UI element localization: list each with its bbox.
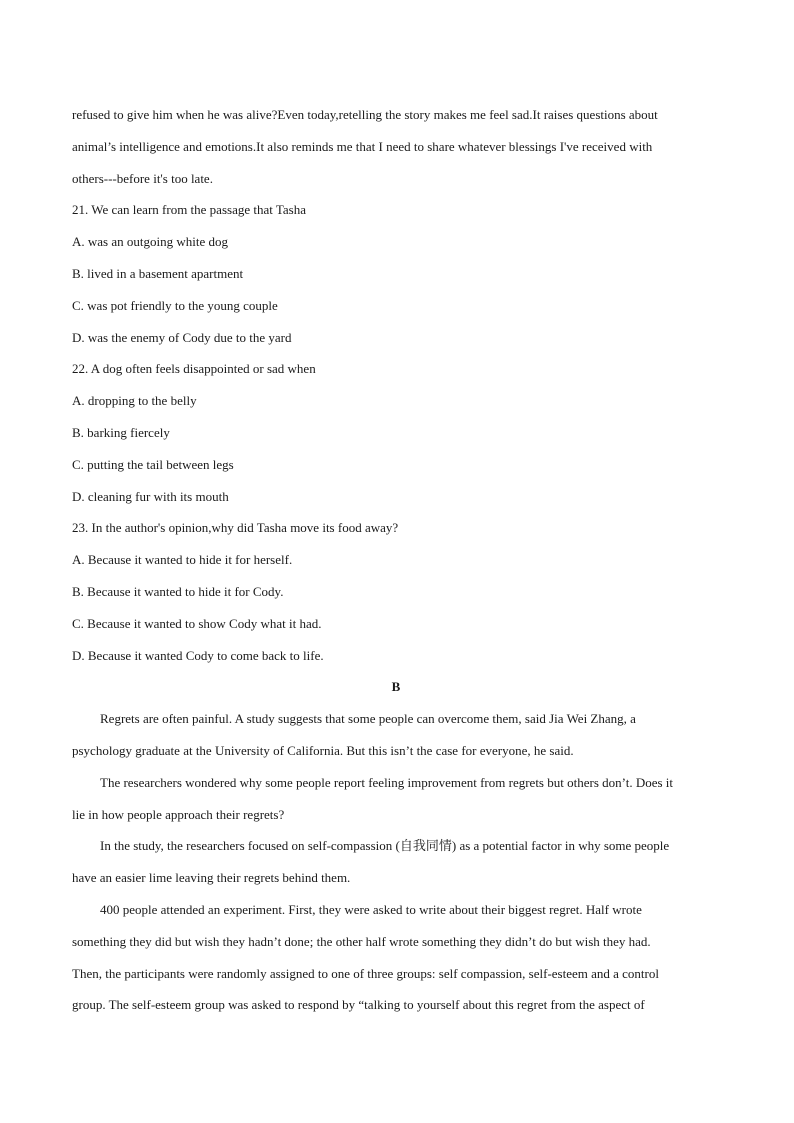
- question-23: [72, 512, 720, 671]
- answer-option: B. lived in a basement apartment: [72, 265, 244, 281]
- page-content: [72, 99, 720, 1021]
- text-line: others---before it's too late.: [72, 170, 213, 186]
- question-stem: 23. In the author's opinion,why did Tasha move its food away?: [72, 520, 399, 536]
- text-line: In the study, the researchers focused on self-compassion (自我同情) as a potential factor in why some people: [100, 838, 670, 854]
- passage-a-ending: [72, 99, 720, 194]
- answer-option: A. Because it wanted to hide it for herself.: [72, 552, 293, 568]
- text-line: animal’s intelligence and emotions.It also reminds me that I need to share whatever blessings I've received with: [72, 138, 653, 154]
- passage-b-paragraph-1: [72, 703, 720, 767]
- question-stem: 21. We can learn from the passage that Tasha: [72, 202, 307, 218]
- text-line: The researchers wondered why some people report feeling improvement from regrets but others don’t. Does it: [100, 774, 674, 790]
- passage-b-paragraph-4: [72, 894, 720, 1021]
- text-line: lie in how people approach their regrets?: [72, 806, 285, 822]
- question-stem: 22. A dog often feels disappointed or sad when: [72, 361, 316, 377]
- text-line: Then, the participants were randomly assigned to one of three groups: self compassion, self-esteem and a control: [72, 965, 659, 981]
- answer-option: D. was the enemy of Cody due to the yard: [72, 329, 292, 345]
- answer-option: C. was pot friendly to the young couple: [72, 297, 278, 313]
- answer-option: A. was an outgoing white dog: [72, 234, 228, 250]
- answer-option: C. Because it wanted to show Cody what it had.: [72, 615, 322, 631]
- answer-option: B. Because it wanted to hide it for Cody.: [72, 583, 284, 599]
- section-title: B: [391, 679, 401, 695]
- text-line: have an easier lime leaving their regrets behind them.: [72, 870, 351, 886]
- text-line: something they did but wish they hadn’t done; the other half wrote something they didn’t do but wish they had.: [72, 933, 651, 949]
- question-22: [72, 353, 720, 512]
- passage-b-paragraph-3: [72, 830, 720, 894]
- text-line: group. The self-esteem group was asked to respond by “talking to yourself about this regret from the aspect of: [72, 997, 645, 1013]
- text-line: 400 people attended an experiment. First, they were asked to write about their biggest regret. Half wrote: [100, 901, 642, 917]
- answer-option: C. putting the tail between legs: [72, 456, 234, 472]
- answer-option: D. cleaning fur with its mouth: [72, 488, 229, 504]
- answer-option: B. barking fiercely: [72, 424, 170, 440]
- text-line: Regrets are often painful. A study suggests that some people can overcome them, said Jia Wei Zhang, a: [100, 711, 636, 727]
- passage-b-paragraph-2: [72, 767, 720, 831]
- text-line: psychology graduate at the University of California. But this isn’t the case for everyone, he said.: [72, 742, 574, 758]
- answer-option: D. Because it wanted Cody to come back to life.: [72, 647, 324, 663]
- question-21: [72, 194, 720, 353]
- answer-option: A. dropping to the belly: [72, 393, 197, 409]
- text-line: refused to give him when he was alive?Even today,retelling the story makes me feel sad.It raises questions about: [72, 107, 658, 122]
